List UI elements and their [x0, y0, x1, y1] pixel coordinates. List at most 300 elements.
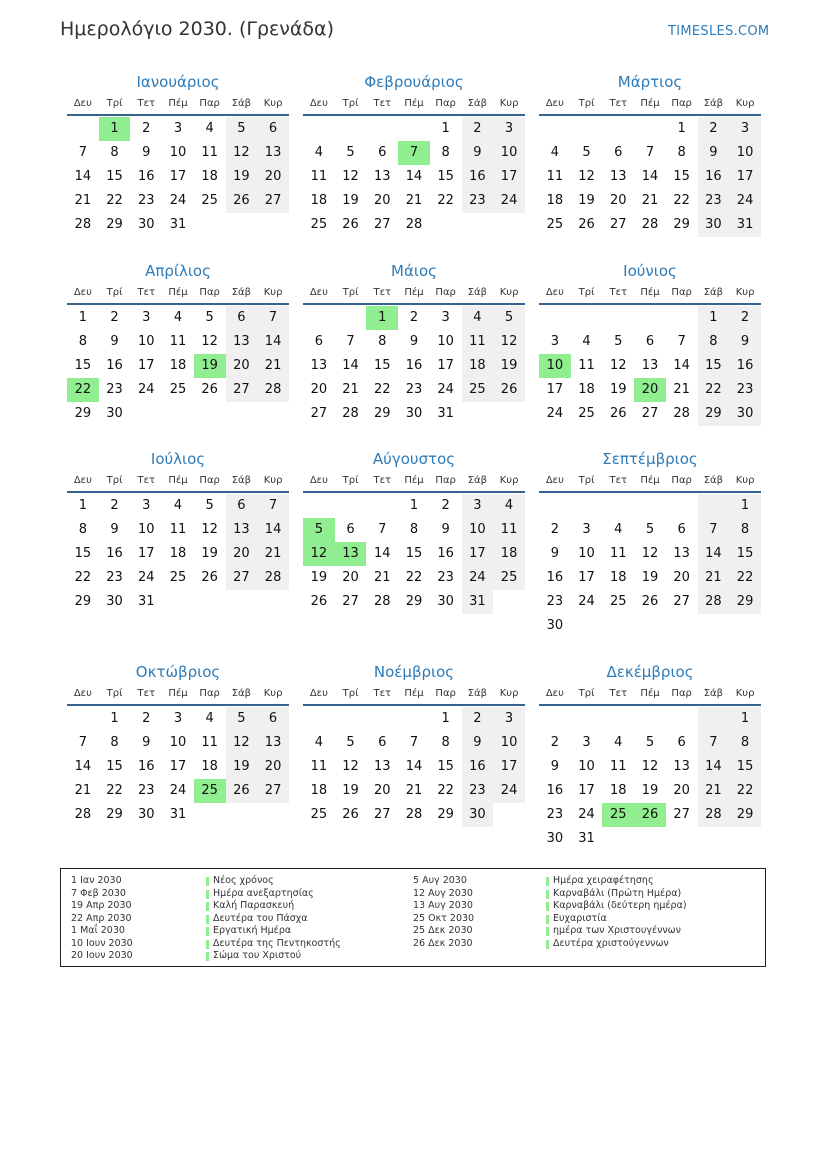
day-cell: 14: [342, 358, 359, 373]
day-cell: 9: [729, 330, 761, 354]
day-cell: 24: [137, 382, 155, 397]
weekday-label: Τετ: [373, 287, 392, 298]
month-name: Αύγουστος: [372, 450, 456, 468]
day-cell: 16: [137, 169, 155, 184]
empty-day-cell: [257, 590, 289, 614]
empty-day-cell: [303, 707, 335, 731]
day-cell: 4: [314, 735, 323, 750]
day-cell: 8: [441, 735, 450, 750]
weekday-label: Παρ: [199, 475, 220, 486]
day-cell: 15: [729, 755, 761, 779]
month-name: Ιανουάριος: [136, 73, 220, 91]
day-cell: 31: [437, 406, 454, 421]
holiday-name: Ημέρα ανεξαρτησίας: [213, 887, 314, 899]
day-cell: 21: [405, 193, 423, 208]
holiday-name: Δευτέρα του Πάσχα: [213, 912, 308, 924]
day-cell: 6: [378, 145, 387, 160]
day-cell: 29: [729, 590, 761, 614]
weekday-header: [303, 95, 525, 116]
empty-day-cell: [335, 494, 367, 518]
day-cell: 24: [169, 783, 187, 798]
day-cell: 14: [405, 759, 423, 774]
empty-day-cell: [303, 117, 335, 141]
day-cell: 18: [609, 783, 627, 798]
day-cell: 4: [205, 711, 214, 726]
day-cell: 10: [169, 735, 187, 750]
day-cell: 20: [257, 165, 289, 189]
day-cell: 7: [698, 518, 730, 542]
day-grid: [303, 306, 525, 426]
holiday-name: Ευχαριστία: [553, 912, 607, 924]
day-cell: 28: [257, 378, 289, 402]
day-cell: 3: [142, 498, 151, 513]
day-cell: 22: [106, 193, 123, 208]
month-name: Ιούνιος: [623, 262, 677, 280]
day-cell: 8: [78, 522, 87, 537]
day-cell: 28: [74, 807, 92, 822]
day-cell: 13: [641, 358, 659, 373]
day-cell: 21: [257, 542, 289, 566]
day-cell: 28: [641, 217, 659, 232]
day-cell: 11: [201, 735, 218, 750]
weekday-label: Παρ: [435, 98, 456, 109]
weekday-label: Κυρ: [263, 688, 283, 699]
day-cell: 1: [110, 711, 119, 726]
holiday-date: 5 Αυγ 2030: [413, 875, 467, 886]
empty-day-cell: [571, 117, 603, 141]
day-cell: 15: [74, 358, 92, 373]
empty-day-cell: [698, 614, 730, 638]
weekday-label: Κυρ: [263, 98, 283, 109]
weekday-label: Τετ: [373, 98, 392, 109]
day-cell: 21: [257, 354, 289, 378]
weekday-label: Τρί: [106, 475, 123, 486]
day-cell: 12: [342, 169, 359, 184]
weekday-header: [67, 472, 289, 493]
empty-day-cell: [602, 494, 634, 518]
day-cell: 8: [677, 145, 686, 160]
weekday-header: [67, 685, 289, 706]
weekday-label: Τρί: [106, 688, 123, 699]
empty-day-cell: [226, 590, 258, 614]
day-cell: 9: [698, 141, 730, 165]
month-name: Ιούλιος: [150, 450, 206, 468]
holiday-name: ημέρα των Χριστουγέννων: [553, 925, 681, 936]
day-cell: 8: [78, 334, 87, 349]
day-cell: 29: [405, 594, 423, 609]
month-block: [303, 449, 525, 614]
day-cell: 6: [614, 145, 623, 160]
day-cell: 2: [550, 735, 559, 750]
day-cell: 10: [578, 759, 595, 774]
day-cell: 2: [462, 117, 494, 141]
weekday-label: Παρ: [671, 98, 692, 109]
day-cell: 15: [437, 759, 454, 774]
day-cell: 25: [493, 566, 525, 590]
day-cell: 3: [441, 310, 450, 325]
day-cell: 26: [201, 382, 218, 397]
day-cell: 21: [698, 779, 730, 803]
day-cell: 13: [673, 546, 690, 561]
empty-day-cell: [634, 494, 666, 518]
day-cell: 7: [698, 731, 730, 755]
day-cell: 24: [462, 566, 494, 590]
day-cell: 28: [673, 406, 690, 421]
day-cell: 7: [645, 145, 655, 160]
holiday-day-cell: 7: [398, 141, 430, 165]
weekday-label: Κυρ: [735, 688, 755, 699]
day-cell: 11: [609, 546, 627, 561]
weekday-label: Δευ: [73, 287, 92, 298]
empty-day-cell: [398, 707, 430, 731]
day-cell: 15: [729, 542, 761, 566]
day-cell: 22: [729, 779, 761, 803]
day-cell: 31: [729, 213, 761, 237]
day-cell: 23: [729, 378, 761, 402]
weekday-label: Τετ: [373, 475, 392, 486]
empty-day-cell: [729, 614, 761, 638]
day-cell: 24: [546, 406, 564, 421]
holiday-day-cell: 26: [634, 803, 666, 827]
day-cell: 3: [493, 117, 525, 141]
weekday-label: Τετ: [609, 475, 628, 486]
day-cell: 6: [314, 334, 323, 349]
day-cell: 5: [346, 145, 355, 160]
weekday-label: Πέμ: [640, 688, 660, 699]
empty-day-cell: [571, 614, 603, 638]
day-cell: 11: [310, 169, 328, 184]
holiday-day-cell: 25: [194, 779, 226, 803]
day-cell: 9: [110, 334, 119, 349]
holiday-dates-left: [71, 875, 133, 963]
empty-day-cell: [539, 117, 571, 141]
day-cell: 7: [409, 735, 419, 750]
day-cell: 17: [546, 382, 564, 397]
holiday-name: Καρναβάλι (Πρώτη Ημέρα): [553, 887, 682, 899]
day-cell: 30: [437, 594, 454, 609]
weekday-label: Τετ: [609, 287, 628, 298]
empty-day-cell: [194, 590, 226, 614]
weekday-label: Σάβ: [231, 475, 252, 486]
empty-day-cell: [666, 494, 698, 518]
holiday-day-cell: 1: [99, 117, 131, 141]
day-cell: 12: [226, 141, 258, 165]
day-cell: 6: [378, 735, 387, 750]
day-cell: 9: [142, 145, 151, 160]
day-cell: 4: [493, 494, 525, 518]
empty-day-cell: [602, 306, 634, 330]
weekday-label: Δευ: [309, 475, 328, 486]
day-cell: 11: [201, 145, 218, 160]
empty-day-cell: [335, 707, 367, 731]
empty-day-cell: [398, 117, 430, 141]
day-cell: 16: [698, 165, 730, 189]
day-cell: 11: [493, 518, 525, 542]
day-cell: 26: [201, 570, 218, 585]
day-cell: 24: [137, 570, 155, 585]
empty-day-cell: [602, 614, 634, 638]
day-cell: 4: [462, 306, 494, 330]
day-cell: 3: [173, 711, 183, 726]
day-cell: 10: [578, 546, 595, 561]
day-cell: 1: [441, 711, 450, 726]
day-cell: 17: [169, 759, 187, 774]
day-cell: 10: [729, 141, 761, 165]
weekday-label: Δευ: [309, 688, 328, 699]
day-cell: 19: [641, 783, 659, 798]
day-cell: 17: [137, 358, 155, 373]
day-grid: [539, 306, 761, 426]
day-cell: 30: [137, 217, 155, 232]
day-grid: [539, 707, 761, 851]
day-cell: 17: [493, 165, 525, 189]
weekday-label: Τρί: [106, 287, 123, 298]
day-cell: 1: [698, 306, 730, 330]
day-cell: 13: [673, 759, 690, 774]
day-cell: 14: [698, 755, 730, 779]
day-cell: 3: [493, 707, 525, 731]
day-cell: 1: [729, 707, 761, 731]
day-grid: [303, 117, 525, 237]
day-cell: 11: [609, 759, 627, 774]
empty-day-cell: [602, 117, 634, 141]
weekday-label: Δευ: [545, 98, 564, 109]
day-cell: 15: [437, 169, 454, 184]
day-cell: 6: [346, 522, 355, 537]
day-cell: 2: [550, 522, 559, 537]
empty-day-cell: [666, 827, 698, 851]
day-cell: 15: [373, 358, 391, 373]
empty-day-cell: [162, 402, 194, 426]
day-cell: 18: [201, 759, 218, 774]
day-cell: 24: [578, 807, 595, 822]
day-cell: 29: [698, 402, 730, 426]
day-cell: 31: [137, 594, 155, 609]
day-cell: 17: [729, 165, 761, 189]
day-cell: 9: [142, 735, 151, 750]
day-cell: 5: [645, 735, 655, 750]
day-cell: 28: [698, 590, 730, 614]
day-cell: 9: [110, 522, 119, 537]
weekday-label: Τρί: [578, 475, 595, 486]
day-cell: 18: [609, 570, 627, 585]
day-cell: 17: [437, 358, 454, 373]
day-cell: 4: [550, 145, 559, 160]
empty-day-cell: [257, 213, 289, 237]
day-cell: 19: [609, 382, 627, 397]
weekday-label: Πέμ: [168, 688, 188, 699]
day-cell: 14: [673, 358, 690, 373]
day-cell: 26: [493, 378, 525, 402]
day-grid: [67, 494, 289, 614]
day-cell: 24: [493, 779, 525, 803]
day-cell: 4: [614, 735, 623, 750]
day-cell: 11: [169, 522, 187, 537]
holiday-name: Ημέρα χειραφέτησης: [553, 875, 654, 886]
empty-day-cell: [335, 117, 367, 141]
day-cell: 2: [441, 498, 450, 513]
day-cell: 5: [614, 334, 623, 349]
day-cell: 11: [169, 334, 187, 349]
day-cell: 18: [546, 193, 564, 208]
weekday-label: Πέμ: [404, 475, 424, 486]
day-cell: 16: [106, 358, 123, 373]
day-cell: 12: [201, 334, 218, 349]
day-cell: 22: [698, 378, 730, 402]
day-cell: 1: [729, 494, 761, 518]
day-cell: 2: [110, 498, 119, 513]
day-cell: 29: [437, 807, 454, 822]
holiday-day-cell: 12: [303, 542, 335, 566]
month-block: [67, 261, 289, 426]
weekday-label: Δευ: [545, 475, 564, 486]
weekday-label: Παρ: [671, 287, 692, 298]
weekday-label: Τρί: [578, 98, 595, 109]
day-grid: [67, 306, 289, 426]
weekday-label: Τετ: [373, 688, 392, 699]
day-grid: [539, 117, 761, 237]
day-cell: 18: [169, 358, 187, 373]
day-cell: 10: [137, 334, 155, 349]
weekday-label: Πέμ: [168, 98, 188, 109]
day-cell: 11: [462, 330, 494, 354]
day-cell: 8: [110, 735, 119, 750]
month-block: [303, 72, 525, 237]
weekday-label: Κυρ: [263, 475, 283, 486]
empty-day-cell: [257, 803, 289, 827]
day-cell: 5: [226, 707, 258, 731]
month-name: Σεπτέμβριος: [602, 450, 698, 468]
day-cell: 24: [437, 382, 454, 397]
day-cell: 30: [546, 618, 564, 633]
day-cell: 7: [78, 145, 87, 160]
weekday-label: Δευ: [309, 98, 328, 109]
weekday-label: Παρ: [671, 688, 692, 699]
day-cell: 15: [405, 546, 423, 561]
day-cell: 19: [578, 193, 595, 208]
day-cell: 3: [173, 121, 183, 136]
day-cell: 12: [578, 169, 595, 184]
day-cell: 18: [201, 169, 218, 184]
day-cell: 18: [578, 382, 595, 397]
day-cell: 12: [342, 759, 359, 774]
day-grid: [303, 707, 525, 827]
weekday-header: [303, 472, 525, 493]
day-cell: 29: [373, 406, 391, 421]
day-cell: 27: [373, 807, 391, 822]
day-cell: 12: [641, 759, 659, 774]
empty-day-cell: [162, 590, 194, 614]
holiday-day-cell: 10: [539, 354, 571, 378]
empty-day-cell: [226, 213, 258, 237]
empty-day-cell: [539, 306, 571, 330]
day-cell: 17: [578, 570, 595, 585]
weekday-label: Σάβ: [467, 688, 488, 699]
day-cell: 9: [550, 759, 559, 774]
weekday-label: Κυρ: [735, 98, 755, 109]
weekday-label: Σάβ: [467, 475, 488, 486]
day-cell: 22: [405, 570, 423, 585]
day-cell: 18: [462, 354, 494, 378]
day-cell: 27: [673, 807, 690, 822]
day-cell: 25: [462, 378, 494, 402]
day-cell: 11: [310, 759, 328, 774]
day-cell: 28: [698, 803, 730, 827]
day-cell: 26: [226, 189, 258, 213]
empty-day-cell: [634, 707, 666, 731]
day-cell: 22: [673, 193, 690, 208]
day-cell: 12: [226, 731, 258, 755]
brand-link[interactable]: TIMESLES.COM: [668, 24, 770, 39]
empty-day-cell: [194, 402, 226, 426]
day-cell: 13: [373, 759, 391, 774]
day-cell: 16: [546, 783, 564, 798]
day-cell: 16: [137, 759, 155, 774]
weekday-label: Τρί: [106, 98, 123, 109]
holiday-name: Εργατική Ημέρα: [213, 925, 292, 936]
day-cell: 14: [74, 759, 92, 774]
month-name: Φεβρουάριος: [364, 73, 464, 91]
weekday-label: Παρ: [435, 475, 456, 486]
day-cell: 2: [698, 117, 730, 141]
day-cell: 10: [169, 145, 187, 160]
day-cell: 5: [493, 306, 525, 330]
month-block: [67, 449, 289, 614]
day-cell: 17: [462, 542, 494, 566]
month-block: [67, 72, 289, 237]
day-cell: 20: [373, 783, 391, 798]
day-cell: 19: [342, 193, 359, 208]
day-cell: 12: [493, 330, 525, 354]
day-cell: 23: [137, 783, 155, 798]
day-cell: 23: [546, 807, 564, 822]
day-cell: 22: [437, 193, 454, 208]
day-cell: 31: [462, 590, 494, 614]
day-cell: 13: [609, 169, 627, 184]
day-cell: 26: [342, 807, 359, 822]
holiday-date: 20 Ιουν 2030: [71, 950, 133, 961]
day-cell: 3: [462, 494, 494, 518]
day-cell: 7: [378, 522, 387, 537]
empty-day-cell: [571, 707, 603, 731]
day-cell: 6: [257, 117, 289, 141]
weekday-label: Σάβ: [703, 98, 724, 109]
weekday-header: [67, 284, 289, 305]
empty-day-cell: [571, 306, 603, 330]
day-cell: 8: [729, 518, 761, 542]
day-cell: 25: [201, 193, 218, 208]
day-cell: 21: [641, 193, 659, 208]
day-cell: 19: [310, 570, 328, 585]
day-cell: 5: [226, 117, 258, 141]
weekday-label: Πέμ: [404, 98, 424, 109]
empty-day-cell: [539, 494, 571, 518]
day-cell: 28: [257, 566, 289, 590]
day-cell: 17: [137, 546, 155, 561]
day-cell: 9: [441, 522, 450, 537]
day-cell: 5: [645, 522, 655, 537]
day-cell: 30: [405, 406, 423, 421]
weekday-label: Τρί: [342, 688, 359, 699]
day-cell: 6: [226, 494, 258, 518]
day-cell: 8: [441, 145, 450, 160]
month-name: Μάρτιος: [617, 73, 683, 91]
day-cell: 18: [493, 542, 525, 566]
day-cell: 13: [226, 330, 258, 354]
holiday-name: Σώμα του Χριστού: [213, 950, 302, 961]
empty-day-cell: [430, 213, 462, 237]
day-cell: 19: [201, 546, 218, 561]
